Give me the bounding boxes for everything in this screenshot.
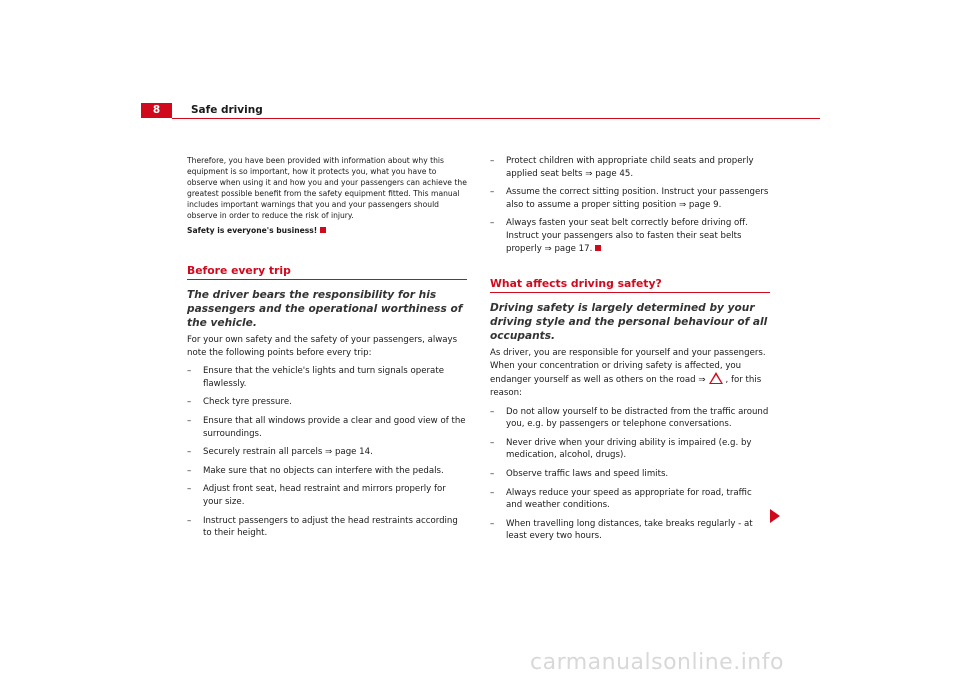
section-body: For your own safety and the safety of your passengers, always note the following points before every trip: — [187, 335, 458, 358]
warning-triangle-icon — [709, 372, 723, 384]
section-title: What affects driving safety? — [490, 277, 770, 293]
list-item: – Protect children with appropriate child seats and properly applied seat belts ⇒ page 45. — [490, 155, 770, 180]
section-driving-safety — [490, 277, 770, 543]
tagline-text: Safety is everyone's business! — [187, 226, 318, 235]
right-column — [490, 155, 770, 543]
body-text-after: , for this reason: — [490, 375, 762, 398]
section-lead: The driver bears the responsibility for his passengers and the operational worthiness of the vehicle. — [187, 289, 463, 329]
end-square-icon — [320, 227, 326, 233]
list-item-text: Always fasten your seat belt correctly before driving off. Instruct your passengers also to fasten their seat belts properly ⇒ page 17. — [506, 218, 748, 254]
page-number: 8 — [141, 103, 172, 118]
list-item: – Do not allow yourself to be distracted from the traffic around you, e.g. by passengers or telephone conversations. — [490, 406, 770, 431]
section-lead: Driving safety is largely determined by your driving style and the personal behaviour of all occupants. — [490, 302, 768, 343]
list-item: – Make sure that no objects can interfere with the pedals. — [187, 465, 467, 478]
body-text-before: As driver, you are responsible for yourself and your passengers. When your concentration or driving safety is affected, you endanger yourself as well as others on the road ⇒ — [490, 348, 766, 386]
intro-paragraph: Therefore, you have been provided with information about why this equipment is so important, how it protects you, what you have to observe when using it and how you and your passengers can achieve the greatest possible benefit from the safety equipment fitted. This manual includes important warnings that you and your passengers should observe in order to reduce the risk of injury. — [187, 156, 467, 220]
list-item: – Ensure that all windows provide a clear and good view of the surroundings. — [187, 415, 467, 440]
list-item: – Always reduce your speed as appropriate for road, traffic and weather conditions. — [490, 487, 770, 512]
list-item — [490, 217, 770, 255]
page-header-title: Safe driving — [191, 104, 263, 116]
list-item: – Assume the correct sitting position. Instruct your passengers also to assume a proper sitting position ⇒ page 9. — [490, 186, 770, 211]
left-column — [187, 155, 467, 540]
safety-list — [490, 406, 770, 543]
continue-arrow-icon — [770, 509, 780, 523]
list-item: – Securely restrain all parcels ⇒ page 14. — [187, 446, 467, 459]
list-item: – Observe traffic laws and speed limits. — [490, 468, 770, 481]
header-rule — [172, 118, 820, 119]
list-item: – Never drive when your driving ability is impaired (e.g. by medication, alcohol, drugs). — [490, 437, 770, 462]
checklist — [187, 365, 467, 540]
list-item: – Instruct passengers to adjust the head restraints according to their height. — [187, 515, 467, 540]
watermark: carmanualsonline.info — [530, 650, 784, 675]
checklist-continued — [490, 155, 770, 255]
section-before-every-trip — [187, 264, 467, 540]
list-item: – When travelling long distances, take breaks regularly - at least every two hours. — [490, 518, 770, 543]
list-item: – Check tyre pressure. — [187, 396, 467, 409]
end-square-icon — [595, 245, 601, 251]
list-item: – Ensure that the vehicle's lights and turn signals operate flawlessly. — [187, 365, 467, 390]
section-title: Before every trip — [187, 264, 467, 280]
intro-tagline — [187, 225, 467, 236]
section-body — [490, 347, 770, 399]
list-item: – Adjust front seat, head restraint and mirrors properly for your size. — [187, 483, 467, 508]
